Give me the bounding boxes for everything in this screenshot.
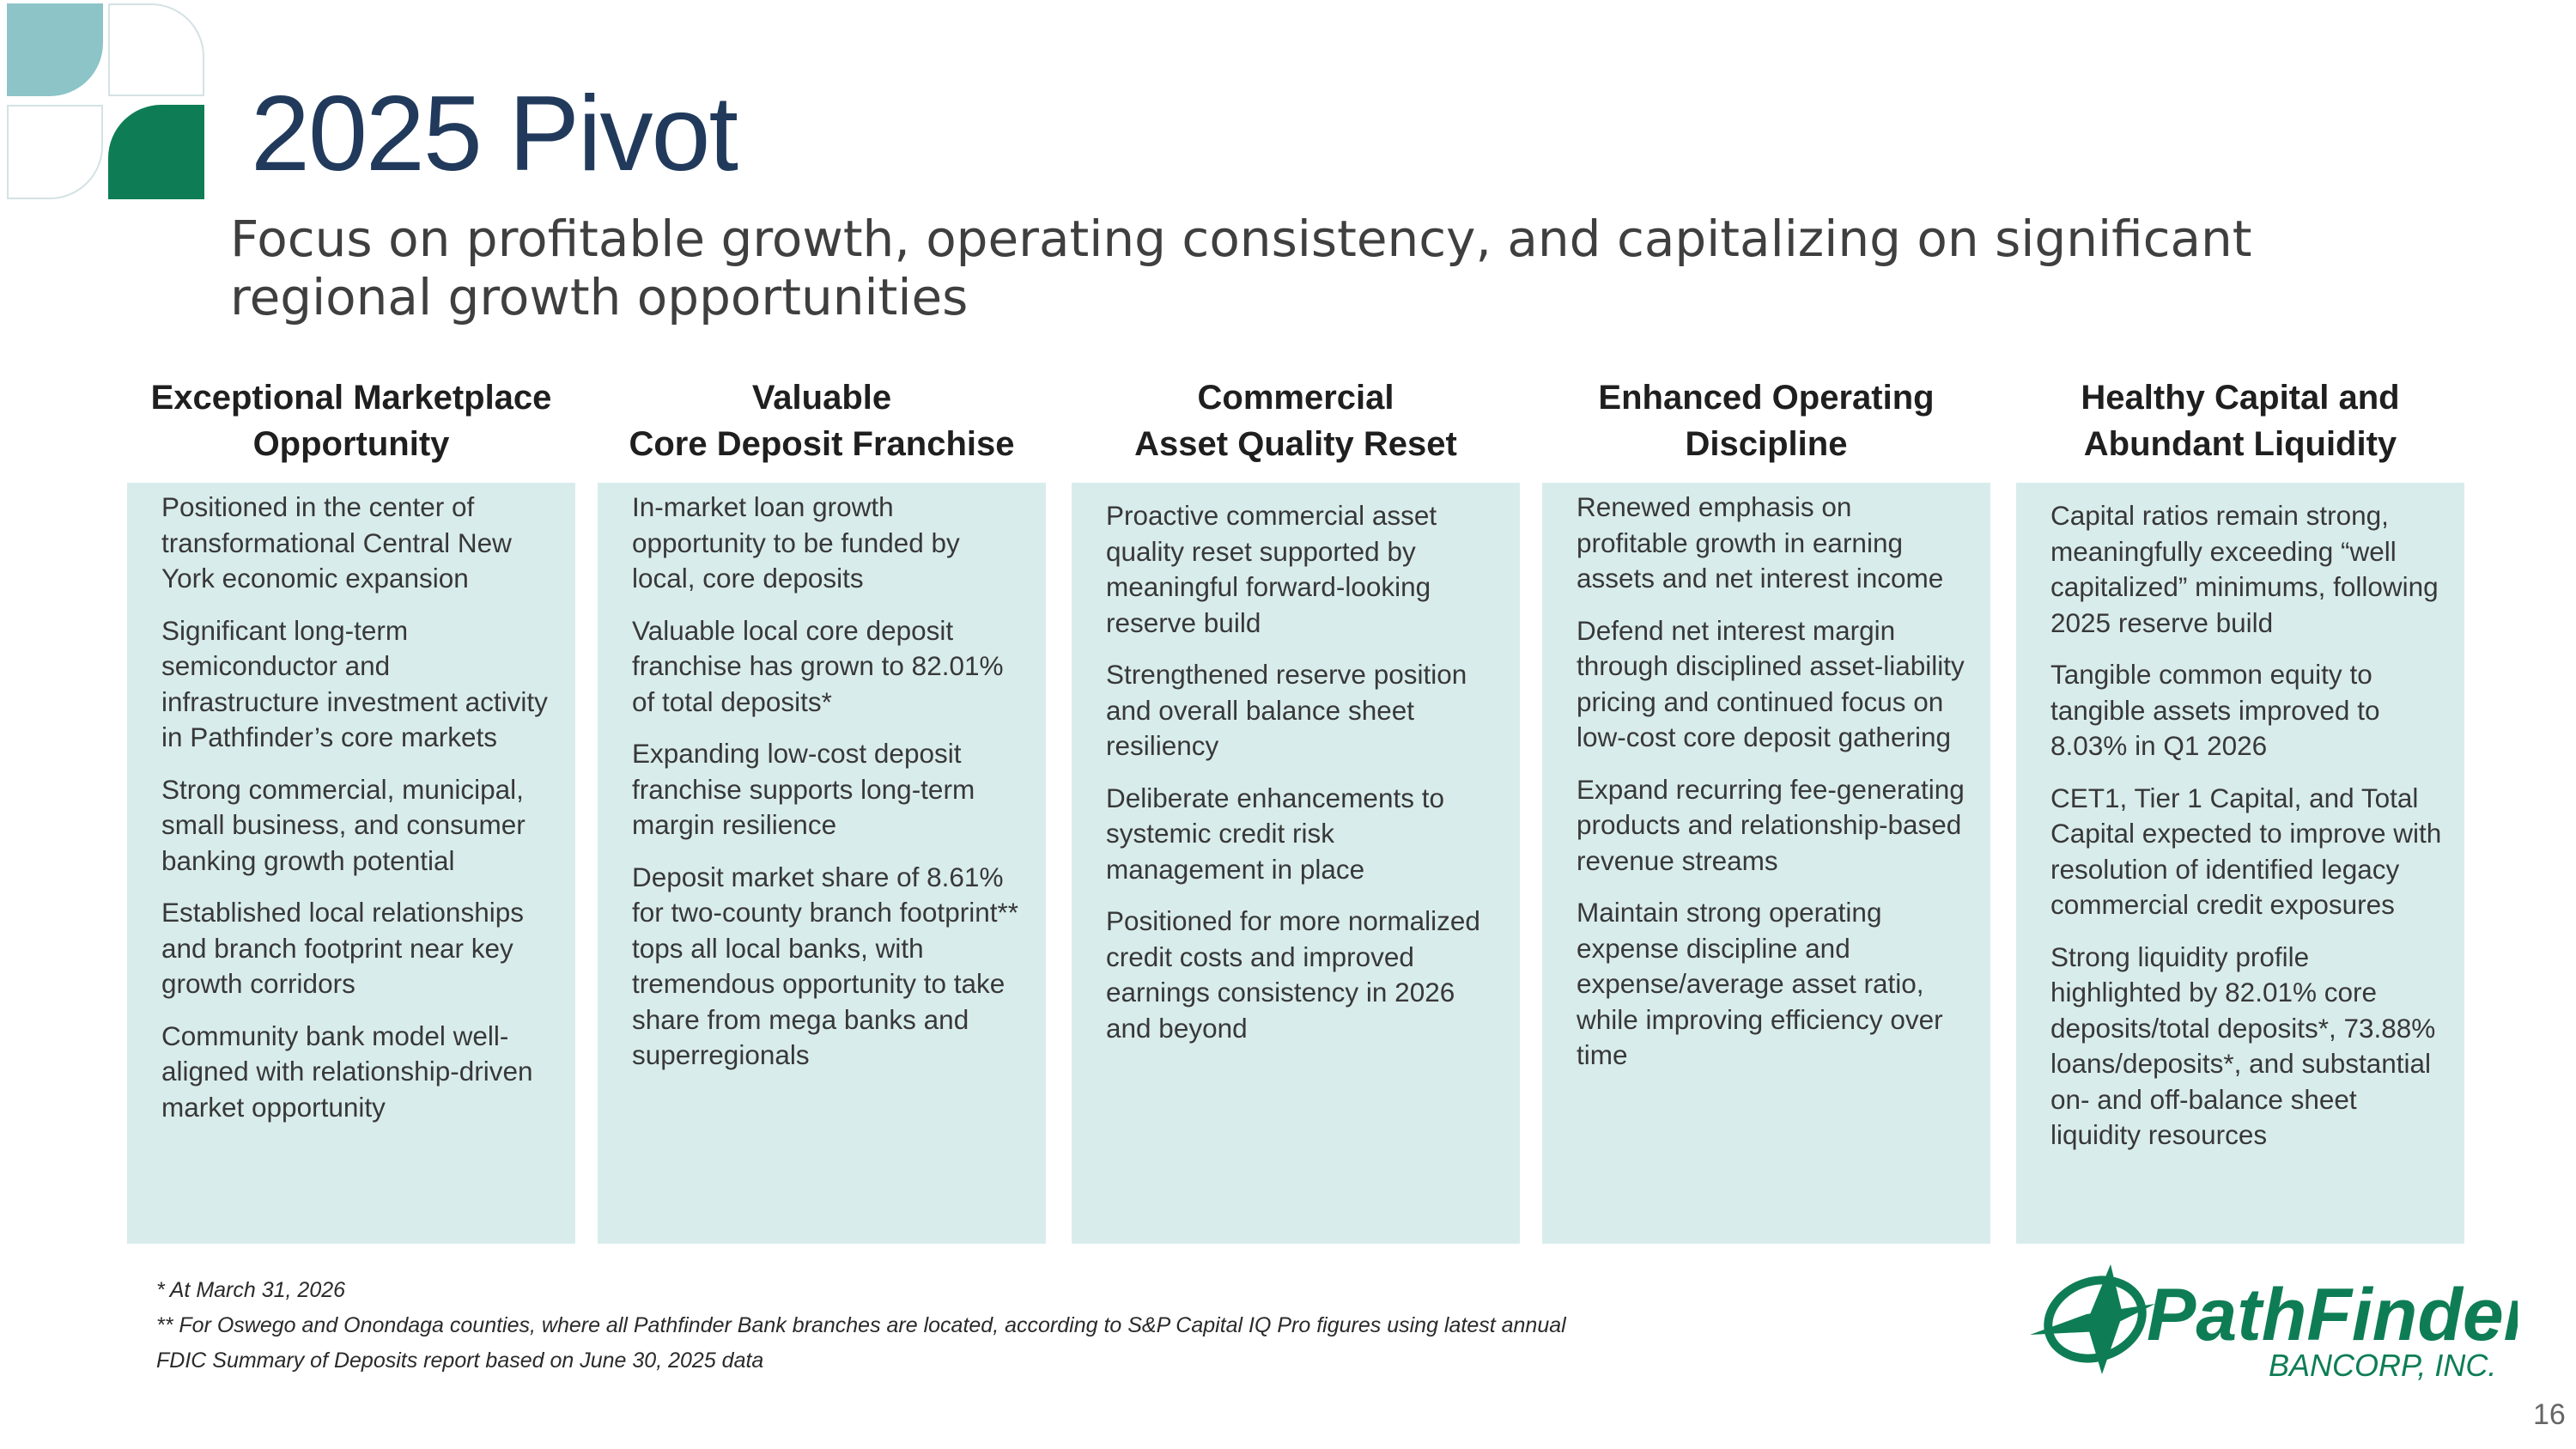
column-heading-line2: Discipline	[1685, 425, 1848, 463]
bullet-item: Community bank model well-aligned with relationship-driven market opportunity	[161, 1020, 533, 1123]
logo-subtitle: BANCORP, INC.	[2269, 1348, 2497, 1383]
bullet-item: Deliberate enhancements to systemic credit risk management in place	[1106, 782, 1444, 885]
footnote: * At March 31, 2026	[156, 1278, 346, 1302]
footnote: ** For Oswego and Onondaga counties, where all Pathfinder Bank branches are located, according to S&P Capital IQ Pro figures using latest annual	[156, 1313, 1566, 1337]
column-heading-line1: Healthy Capital and	[2081, 379, 2400, 417]
column-box	[598, 483, 1046, 1244]
bullet-item: Renewed emphasis on profitable growth in earning assets and net interest income	[1577, 491, 1944, 594]
column-heading-line2: Core Deposit Franchise	[629, 425, 1015, 463]
column-heading-line1: Exceptional Marketplace	[150, 379, 552, 417]
corner-tile-green	[108, 105, 204, 199]
bullet-item: Expanding low-cost deposit franchise supports long-term margin resilience	[632, 738, 975, 840]
bullet-item: Tangible common equity to tangible assets improved to 8.03% in Q1 2026	[2050, 659, 2380, 761]
bullet-item: Significant long-term semiconductor and infrastructure investment activity in Pathfinder’s core markets	[161, 614, 548, 752]
bullet-item: Maintain strong operating expense discipline and expense/average asset ratio, while improving efficiency over time	[1577, 897, 1943, 1070]
footnotes	[156, 1273, 1702, 1379]
bullet-item: Proactive commercial asset quality reset supported by meaningful forward-looking reserve build	[1106, 500, 1437, 638]
column-heading	[127, 361, 575, 481]
bullet-item: Expand recurring fee-generating products and relationship-based revenue streams	[1577, 773, 1965, 876]
column-heading	[1542, 361, 1990, 481]
column-box	[1542, 483, 1990, 1244]
column-heading-line1: Enhanced Operating	[1598, 379, 1935, 417]
column-box	[2016, 483, 2464, 1244]
bullet-item: Deposit market share of 8.61% for two-county branch footprint** tops all local banks, with tremendous opportunity to take share from mega banks and superregionals	[632, 861, 1018, 1070]
column-capital-liquidity	[2016, 361, 2464, 1150]
bullet-item: Established local relationships and branch footprint near key growth corridors	[161, 897, 524, 999]
corner-tile-outline-bottom	[7, 105, 103, 199]
footnote: FDIC Summary of Deposits report based on June 30, 2025 data	[156, 1349, 764, 1373]
corner-tile-outline-top	[108, 3, 204, 96]
column-marketplace	[127, 361, 575, 1123]
bullet-item: In-market loan growth opportunity to be funded by local, core deposits	[632, 491, 960, 594]
column-heading-line1: Valuable	[751, 379, 892, 417]
compass-icon	[2026, 1263, 2518, 1391]
column-heading-line1: Commercial	[1197, 379, 1394, 417]
column-box	[1072, 483, 1520, 1244]
bullet-item: Positioned in the center of transformational Central New York economic expansion	[161, 491, 512, 594]
column-operating-discipline	[1542, 361, 1990, 1070]
bullet-item: Strong commercial, municipal, small business, and consumer banking growth potential	[161, 773, 526, 876]
page-title: 2025 Pivot	[251, 75, 737, 193]
column-heading-line2: Asset Quality Reset	[1134, 425, 1457, 463]
column-heading	[2016, 361, 2464, 481]
column-asset-quality	[1072, 361, 1520, 1044]
column-heading-line2: Opportunity	[252, 425, 450, 463]
column-heading	[1072, 361, 1520, 481]
bullet-item: Strong liquidity profile highlighted by 82.01% core deposits/total deposits*, 73.88% loans/deposits*, and substantial on- and off-balance sheet liquidity resources	[2050, 941, 2436, 1150]
bullet-item: Positioned for more normalized credit costs and improved earnings consistency in 2026 and beyond	[1106, 905, 1480, 1044]
bullet-item: CET1, Tier 1 Capital, and Total Capital expected to improve with resolution of identified legacy commercial credit exposures	[2050, 782, 2442, 920]
column-heading-line2: Abundant Liquidity	[2083, 425, 2397, 463]
pathfinder-logo	[2026, 1263, 2518, 1391]
column-core-deposit	[598, 361, 1046, 1070]
bullet-item: Capital ratios remain strong, meaningfully exceeding “well capitalized” minimums, following 2025 reserve build	[2050, 500, 2439, 638]
page-number: 16	[2533, 1398, 2566, 1431]
logo-wordmark: PathFinder	[2147, 1274, 2518, 1356]
bullet-item: Valuable local core deposit franchise has grown to 82.01% of total deposits*	[632, 614, 1004, 717]
column-heading	[598, 361, 1046, 481]
page-subtitle: Focus on profitable growth, operating consistency, and capitalizing on significant regional growth opportunities	[230, 210, 2252, 326]
corner-tile-teal	[7, 3, 103, 96]
bullet-item: Defend net interest margin through disciplined asset-liability pricing and continued focus on low-cost core deposit gathering	[1577, 614, 1965, 752]
bullet-item: Strengthened reserve position and overall balance sheet resiliency	[1106, 659, 1467, 761]
column-box	[127, 483, 575, 1244]
